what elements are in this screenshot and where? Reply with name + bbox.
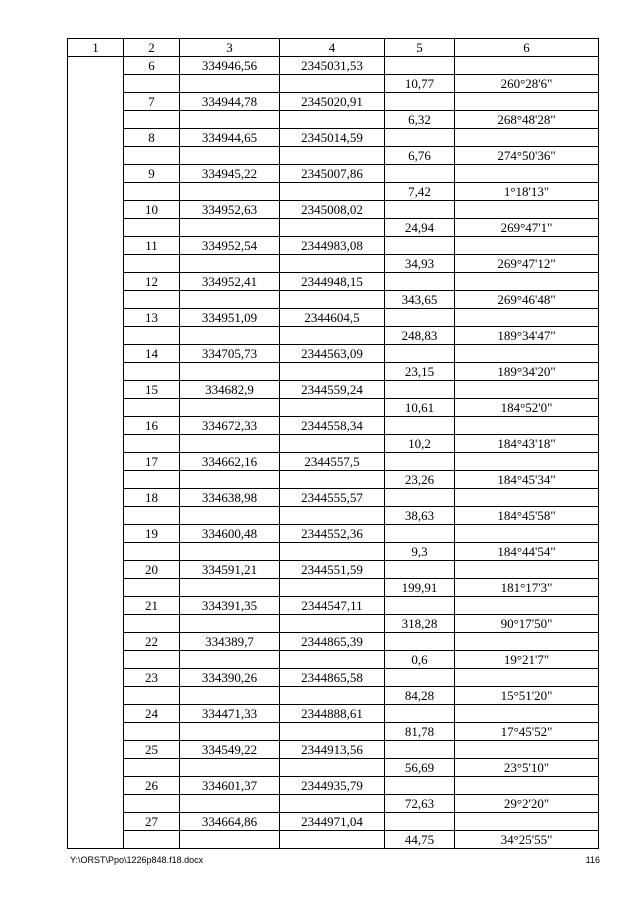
empty-cell — [280, 399, 385, 417]
y-coordinate-cell: 2344983,08 — [280, 237, 385, 255]
y-coordinate-cell: 2344865,39 — [280, 633, 385, 651]
empty-cell — [180, 75, 280, 93]
distance-cell: 72,63 — [385, 795, 455, 813]
y-coordinate-cell: 2345008,02 — [280, 201, 385, 219]
empty-cell — [385, 165, 455, 183]
empty-cell — [124, 327, 180, 345]
empty-cell — [124, 399, 180, 417]
empty-cell — [180, 255, 280, 273]
point-row — [68, 381, 599, 399]
y-coordinate-cell: 2345007,86 — [280, 165, 385, 183]
y-coordinate-cell: 2344547,11 — [280, 597, 385, 615]
distance-cell: 81,78 — [385, 723, 455, 741]
empty-cell — [385, 273, 455, 291]
empty-cell — [455, 417, 599, 435]
empty-cell — [124, 111, 180, 129]
x-coordinate-cell: 334945,22 — [180, 165, 280, 183]
distance-cell: 44,75 — [385, 831, 455, 849]
x-coordinate-cell: 334946,56 — [180, 57, 280, 75]
empty-cell — [455, 381, 599, 399]
point-number-cell: 22 — [124, 633, 180, 651]
point-row — [68, 489, 599, 507]
point-number-cell: 15 — [124, 381, 180, 399]
point-row — [68, 705, 599, 723]
empty-cell — [385, 777, 455, 795]
coordinates-table — [67, 38, 599, 849]
empty-cell — [124, 183, 180, 201]
empty-cell — [180, 399, 280, 417]
segment-row — [68, 507, 599, 525]
segment-row — [68, 435, 599, 453]
point-row — [68, 201, 599, 219]
x-coordinate-cell: 334591,21 — [180, 561, 280, 579]
empty-cell — [280, 831, 385, 849]
segment-row — [68, 111, 599, 129]
empty-cell — [455, 345, 599, 363]
column-header: 2 — [124, 39, 180, 57]
point-row — [68, 417, 599, 435]
empty-cell — [385, 237, 455, 255]
empty-cell — [280, 291, 385, 309]
y-coordinate-cell: 2344558,34 — [280, 417, 385, 435]
point-number-cell: 14 — [124, 345, 180, 363]
point-row — [68, 129, 599, 147]
distance-cell: 38,63 — [385, 507, 455, 525]
x-coordinate-cell: 334664,86 — [180, 813, 280, 831]
point-row — [68, 165, 599, 183]
x-coordinate-cell: 334672,33 — [180, 417, 280, 435]
x-coordinate-cell: 334389,7 — [180, 633, 280, 651]
angle-cell: 269°47'1" — [455, 219, 599, 237]
x-coordinate-cell: 334682,9 — [180, 381, 280, 399]
point-number-cell: 16 — [124, 417, 180, 435]
empty-cell — [180, 687, 280, 705]
empty-cell — [455, 129, 599, 147]
empty-cell — [180, 147, 280, 165]
empty-cell — [280, 507, 385, 525]
empty-cell — [385, 597, 455, 615]
y-coordinate-cell: 2344604,5 — [280, 309, 385, 327]
y-coordinate-cell: 2344563,09 — [280, 345, 385, 363]
empty-cell — [180, 363, 280, 381]
x-coordinate-cell: 334952,41 — [180, 273, 280, 291]
segment-row — [68, 399, 599, 417]
distance-cell: 9,3 — [385, 543, 455, 561]
point-row — [68, 525, 599, 543]
empty-cell — [385, 201, 455, 219]
empty-cell — [385, 129, 455, 147]
x-coordinate-cell: 334390,26 — [180, 669, 280, 687]
merged-column-1-cell — [68, 57, 124, 849]
segment-row — [68, 831, 599, 849]
distance-cell: 10,77 — [385, 75, 455, 93]
angle-cell: 181°17'3" — [455, 579, 599, 597]
segment-row — [68, 687, 599, 705]
empty-cell — [280, 795, 385, 813]
angle-cell: 184°45'34" — [455, 471, 599, 489]
x-coordinate-cell: 334601,37 — [180, 777, 280, 795]
column-header: 4 — [280, 39, 385, 57]
empty-cell — [280, 327, 385, 345]
distance-cell: 34,93 — [385, 255, 455, 273]
y-coordinate-cell: 2344865,58 — [280, 669, 385, 687]
x-coordinate-cell: 334952,63 — [180, 201, 280, 219]
empty-cell — [280, 615, 385, 633]
point-number-cell: 23 — [124, 669, 180, 687]
angle-cell: 269°46'48" — [455, 291, 599, 309]
segment-row — [68, 219, 599, 237]
angle-cell: 260°28'6" — [455, 75, 599, 93]
column-header: 5 — [385, 39, 455, 57]
empty-cell — [124, 651, 180, 669]
empty-cell — [124, 255, 180, 273]
empty-cell — [385, 417, 455, 435]
point-row — [68, 597, 599, 615]
empty-cell — [455, 309, 599, 327]
empty-cell — [124, 579, 180, 597]
segment-row — [68, 615, 599, 633]
x-coordinate-cell: 334549,22 — [180, 741, 280, 759]
empty-cell — [124, 363, 180, 381]
empty-cell — [280, 147, 385, 165]
empty-cell — [455, 165, 599, 183]
empty-cell — [124, 615, 180, 633]
empty-cell — [124, 435, 180, 453]
segment-row — [68, 291, 599, 309]
empty-cell — [280, 687, 385, 705]
empty-cell — [455, 597, 599, 615]
empty-cell — [124, 543, 180, 561]
distance-cell: 23,15 — [385, 363, 455, 381]
empty-cell — [124, 471, 180, 489]
y-coordinate-cell: 2344948,15 — [280, 273, 385, 291]
empty-cell — [180, 723, 280, 741]
distance-cell: 318,28 — [385, 615, 455, 633]
empty-cell — [280, 363, 385, 381]
distance-cell: 10,2 — [385, 435, 455, 453]
distance-cell: 10,61 — [385, 399, 455, 417]
y-coordinate-cell: 2345020,91 — [280, 93, 385, 111]
empty-cell — [124, 507, 180, 525]
x-coordinate-cell: 334951,09 — [180, 309, 280, 327]
x-coordinate-cell: 334944,65 — [180, 129, 280, 147]
y-coordinate-cell: 2345014,59 — [280, 129, 385, 147]
point-number-cell: 10 — [124, 201, 180, 219]
x-coordinate-cell: 334944,78 — [180, 93, 280, 111]
point-number-cell: 12 — [124, 273, 180, 291]
empty-cell — [280, 759, 385, 777]
segment-row — [68, 75, 599, 93]
empty-cell — [280, 651, 385, 669]
empty-cell — [180, 507, 280, 525]
point-number-cell: 26 — [124, 777, 180, 795]
point-row — [68, 237, 599, 255]
empty-cell — [124, 759, 180, 777]
x-coordinate-cell: 334952,54 — [180, 237, 280, 255]
empty-cell — [180, 435, 280, 453]
point-row — [68, 561, 599, 579]
point-row — [68, 453, 599, 471]
empty-cell — [455, 525, 599, 543]
empty-cell — [180, 759, 280, 777]
empty-cell — [124, 147, 180, 165]
distance-cell: 7,42 — [385, 183, 455, 201]
empty-cell — [280, 471, 385, 489]
empty-cell — [280, 579, 385, 597]
empty-cell — [180, 579, 280, 597]
angle-cell: 189°34'47" — [455, 327, 599, 345]
empty-cell — [280, 111, 385, 129]
segment-row — [68, 147, 599, 165]
empty-cell — [385, 309, 455, 327]
point-number-cell: 24 — [124, 705, 180, 723]
point-number-cell: 20 — [124, 561, 180, 579]
y-coordinate-cell: 2344913,56 — [280, 741, 385, 759]
empty-cell — [180, 543, 280, 561]
empty-cell — [280, 183, 385, 201]
empty-cell — [180, 651, 280, 669]
empty-cell — [455, 633, 599, 651]
segment-row — [68, 795, 599, 813]
column-header: 3 — [180, 39, 280, 57]
angle-cell: 184°44'54" — [455, 543, 599, 561]
point-number-cell: 7 — [124, 93, 180, 111]
empty-cell — [385, 741, 455, 759]
angle-cell: 274°50'36" — [455, 147, 599, 165]
distance-cell: 6,76 — [385, 147, 455, 165]
y-coordinate-cell: 2344935,79 — [280, 777, 385, 795]
angle-cell: 189°34'20" — [455, 363, 599, 381]
angle-cell: 29°2'20" — [455, 795, 599, 813]
empty-cell — [385, 93, 455, 111]
empty-cell — [455, 453, 599, 471]
point-number-cell: 17 — [124, 453, 180, 471]
empty-cell — [124, 75, 180, 93]
distance-cell: 56,69 — [385, 759, 455, 777]
empty-cell — [455, 741, 599, 759]
column-header: 1 — [68, 39, 124, 57]
angle-cell: 1°18'13" — [455, 183, 599, 201]
x-coordinate-cell: 334471,33 — [180, 705, 280, 723]
empty-cell — [124, 291, 180, 309]
footer-page-number: 116 — [585, 855, 600, 865]
empty-cell — [455, 705, 599, 723]
empty-cell — [280, 219, 385, 237]
empty-cell — [385, 561, 455, 579]
empty-cell — [455, 813, 599, 831]
empty-cell — [280, 723, 385, 741]
point-row — [68, 345, 599, 363]
angle-cell: 269°47'12" — [455, 255, 599, 273]
empty-cell — [180, 831, 280, 849]
point-number-cell: 6 — [124, 57, 180, 75]
empty-cell — [124, 831, 180, 849]
segment-row — [68, 471, 599, 489]
empty-cell — [124, 723, 180, 741]
empty-cell — [455, 57, 599, 75]
point-row — [68, 741, 599, 759]
empty-cell — [455, 201, 599, 219]
point-number-cell: 27 — [124, 813, 180, 831]
empty-cell — [385, 813, 455, 831]
y-coordinate-cell: 2344551,59 — [280, 561, 385, 579]
angle-cell: 17°45'52" — [455, 723, 599, 741]
angle-cell: 184°43'18" — [455, 435, 599, 453]
empty-cell — [280, 255, 385, 273]
empty-cell — [455, 237, 599, 255]
distance-cell: 23,26 — [385, 471, 455, 489]
y-coordinate-cell: 2344559,24 — [280, 381, 385, 399]
empty-cell — [180, 219, 280, 237]
empty-cell — [455, 669, 599, 687]
segment-row — [68, 363, 599, 381]
point-number-cell: 9 — [124, 165, 180, 183]
empty-cell — [455, 93, 599, 111]
empty-cell — [385, 633, 455, 651]
segment-row — [68, 579, 599, 597]
angle-cell: 184°45'58" — [455, 507, 599, 525]
column-header: 6 — [455, 39, 599, 57]
point-row — [68, 57, 599, 75]
segment-row — [68, 723, 599, 741]
empty-cell — [280, 543, 385, 561]
y-coordinate-cell: 2344888,61 — [280, 705, 385, 723]
point-number-cell: 13 — [124, 309, 180, 327]
segment-row — [68, 327, 599, 345]
empty-cell — [385, 57, 455, 75]
point-number-cell: 18 — [124, 489, 180, 507]
empty-cell — [385, 489, 455, 507]
segment-row — [68, 543, 599, 561]
angle-cell: 19°21'7" — [455, 651, 599, 669]
distance-cell: 343,65 — [385, 291, 455, 309]
distance-cell: 84,28 — [385, 687, 455, 705]
point-row — [68, 273, 599, 291]
point-row — [68, 669, 599, 687]
angle-cell: 34°25'55" — [455, 831, 599, 849]
empty-cell — [180, 615, 280, 633]
empty-cell — [180, 291, 280, 309]
angle-cell: 23°5'10" — [455, 759, 599, 777]
x-coordinate-cell: 334705,73 — [180, 345, 280, 363]
empty-cell — [124, 687, 180, 705]
angle-cell: 15°51'20" — [455, 687, 599, 705]
empty-cell — [124, 795, 180, 813]
x-coordinate-cell: 334662,16 — [180, 453, 280, 471]
distance-cell: 0,6 — [385, 651, 455, 669]
y-coordinate-cell: 2344971,04 — [280, 813, 385, 831]
y-coordinate-cell: 2344557,5 — [280, 453, 385, 471]
table-header-row — [68, 39, 599, 57]
empty-cell — [280, 75, 385, 93]
x-coordinate-cell: 334391,35 — [180, 597, 280, 615]
distance-cell: 199,91 — [385, 579, 455, 597]
y-coordinate-cell: 2344552,36 — [280, 525, 385, 543]
empty-cell — [385, 705, 455, 723]
angle-cell: 184°52'0" — [455, 399, 599, 417]
point-number-cell: 25 — [124, 741, 180, 759]
footer-file-path: Y:\ORST\Ppo\1226p848.f18.docx — [70, 855, 204, 865]
distance-cell: 24,94 — [385, 219, 455, 237]
point-number-cell: 21 — [124, 597, 180, 615]
y-coordinate-cell: 2345031,53 — [280, 57, 385, 75]
point-row — [68, 777, 599, 795]
point-row — [68, 309, 599, 327]
empty-cell — [180, 327, 280, 345]
y-coordinate-cell: 2344555,57 — [280, 489, 385, 507]
distance-cell: 6,32 — [385, 111, 455, 129]
empty-cell — [385, 381, 455, 399]
point-number-cell: 19 — [124, 525, 180, 543]
distance-cell: 248,83 — [385, 327, 455, 345]
empty-cell — [455, 489, 599, 507]
empty-cell — [180, 183, 280, 201]
point-number-cell: 11 — [124, 237, 180, 255]
empty-cell — [124, 219, 180, 237]
segment-row — [68, 651, 599, 669]
empty-cell — [180, 111, 280, 129]
empty-cell — [280, 435, 385, 453]
point-row — [68, 93, 599, 111]
segment-row — [68, 255, 599, 273]
empty-cell — [180, 795, 280, 813]
x-coordinate-cell: 334600,48 — [180, 525, 280, 543]
segment-row — [68, 759, 599, 777]
empty-cell — [180, 471, 280, 489]
segment-row — [68, 183, 599, 201]
point-row — [68, 633, 599, 651]
empty-cell — [455, 777, 599, 795]
point-row — [68, 813, 599, 831]
empty-cell — [385, 453, 455, 471]
x-coordinate-cell: 334638,98 — [180, 489, 280, 507]
point-number-cell: 8 — [124, 129, 180, 147]
empty-cell — [385, 525, 455, 543]
angle-cell: 90°17'50" — [455, 615, 599, 633]
empty-cell — [385, 669, 455, 687]
empty-cell — [385, 345, 455, 363]
empty-cell — [455, 561, 599, 579]
angle-cell: 268°48'28" — [455, 111, 599, 129]
empty-cell — [455, 273, 599, 291]
